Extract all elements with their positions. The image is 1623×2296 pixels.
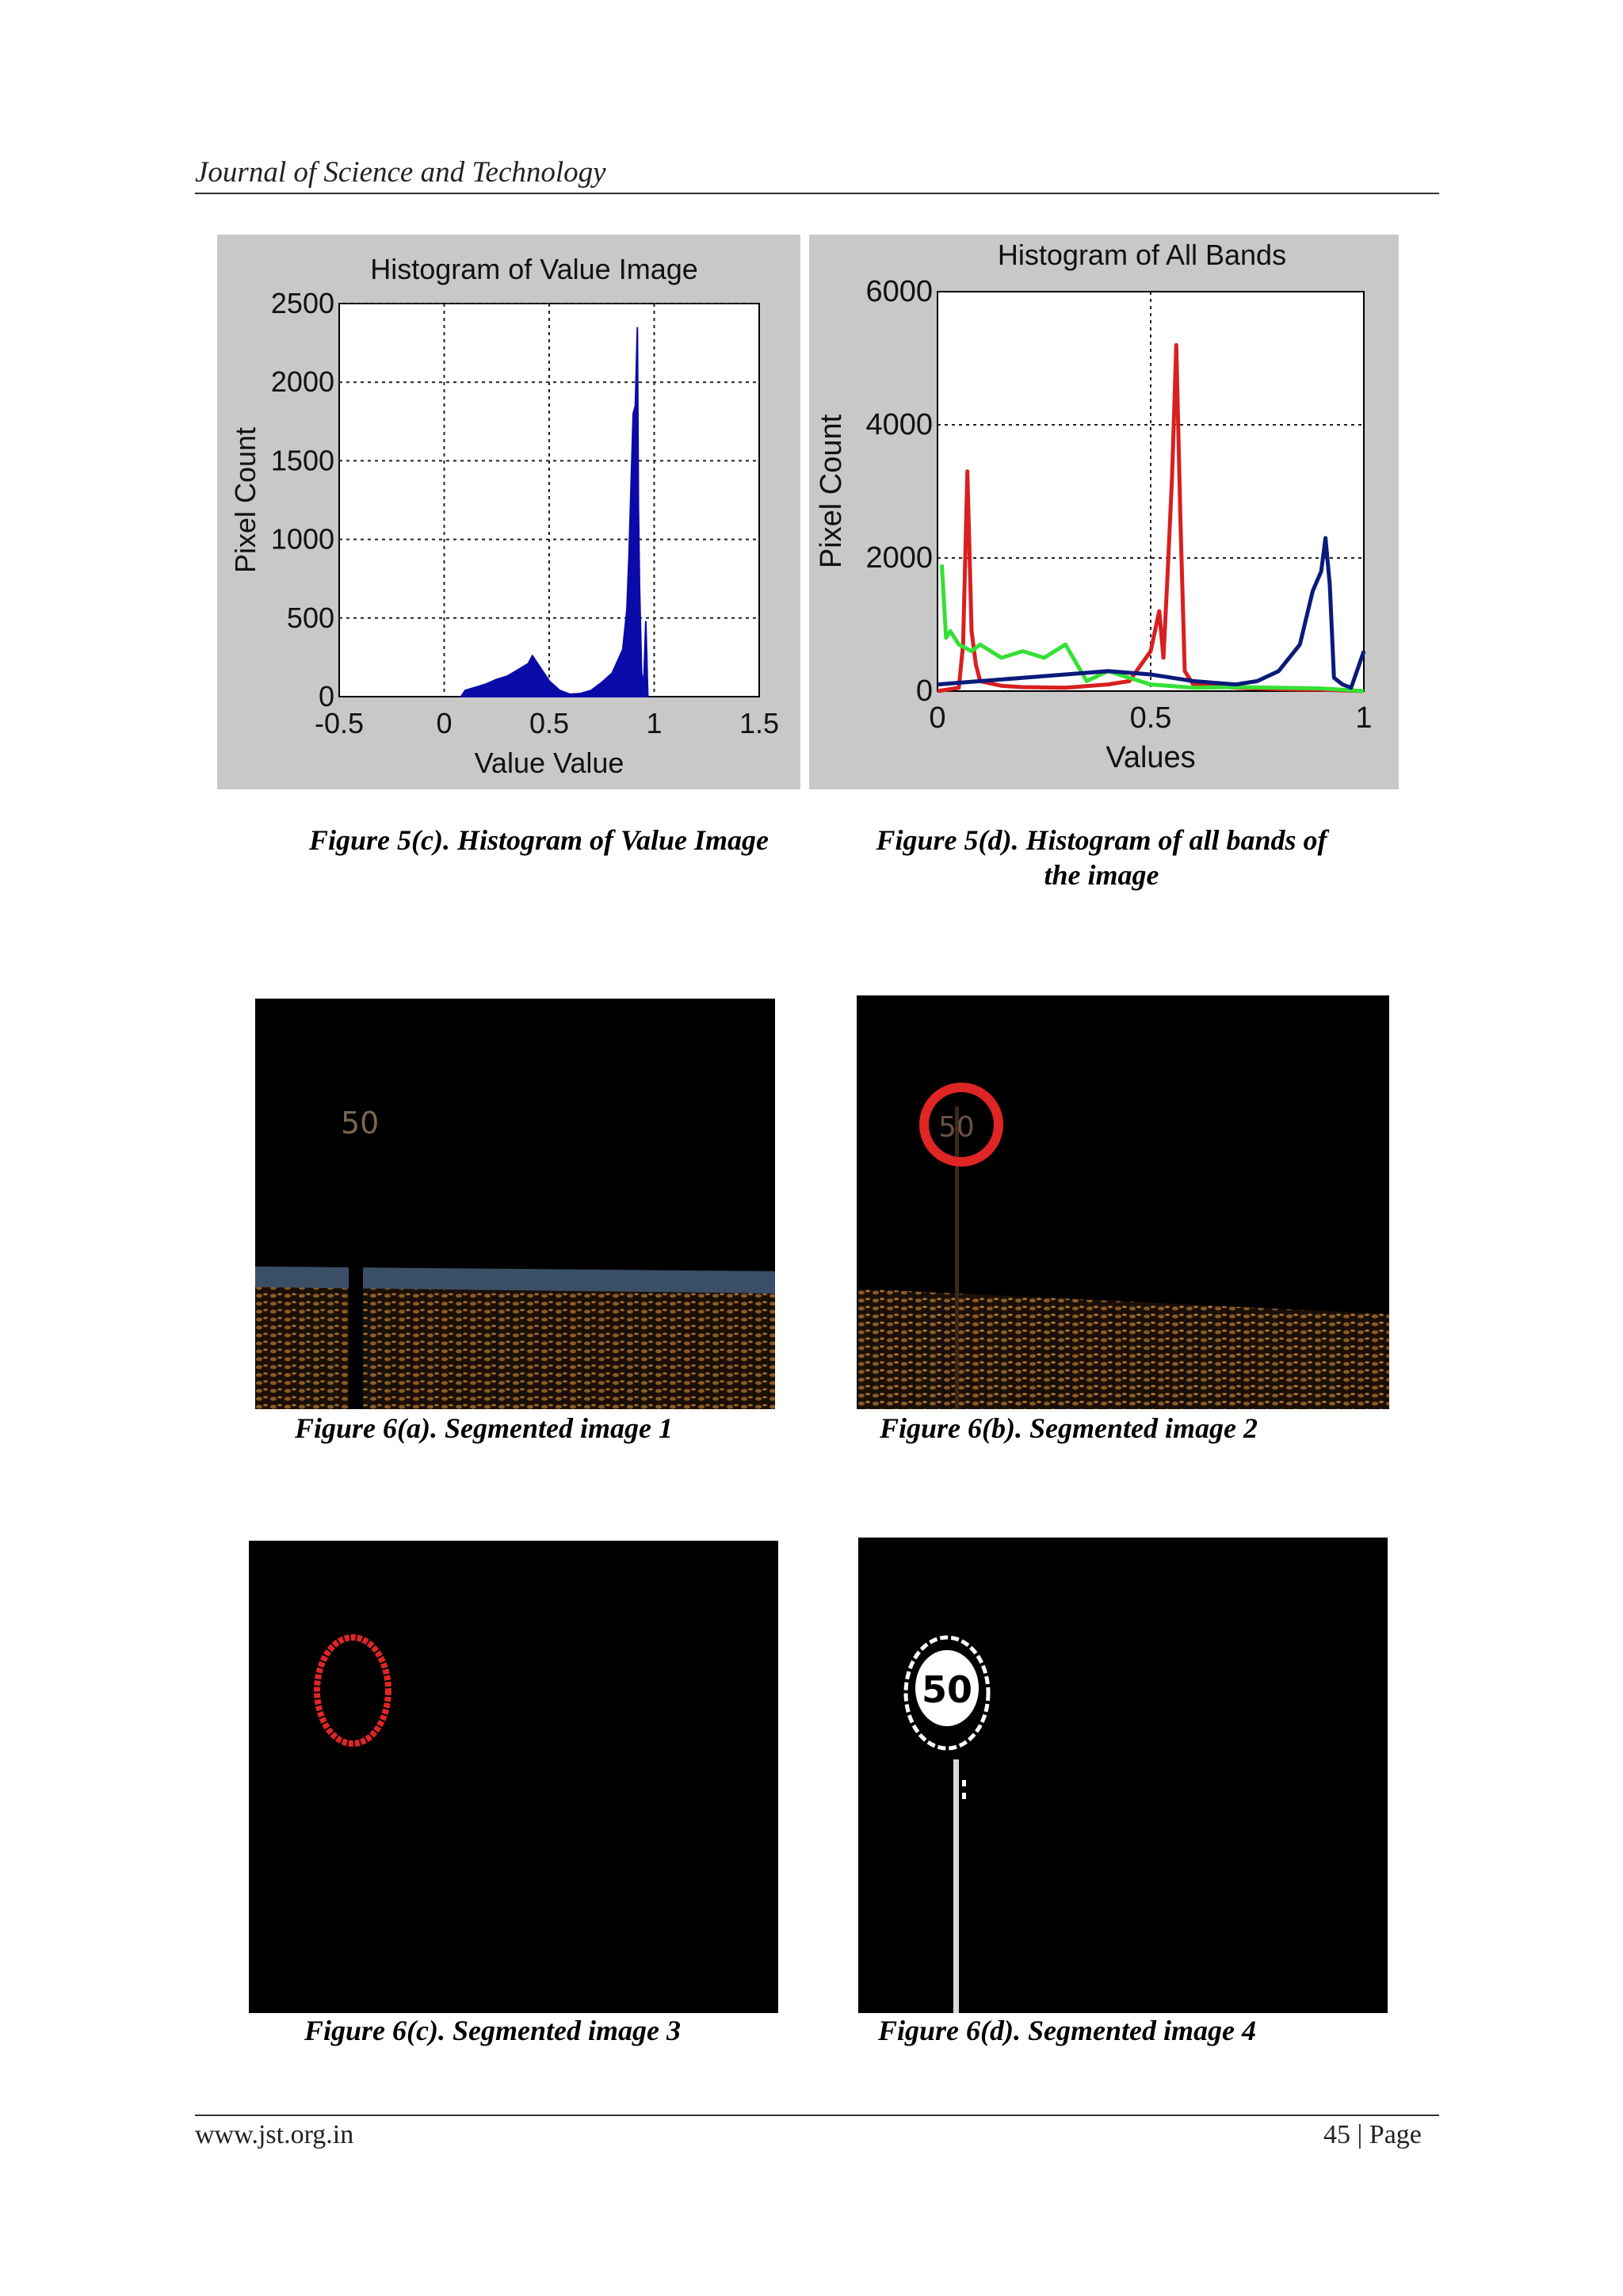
y-tick-label: 2000	[270, 365, 334, 399]
y-tick-label: 2000	[865, 541, 933, 575]
x-axis-label: Values	[1106, 741, 1196, 774]
segmented-image-3	[249, 1541, 778, 2013]
chart-title: Histogram of Value Image	[370, 253, 698, 285]
segmented-image-2	[857, 995, 1389, 1409]
y-tick-label: 0	[318, 680, 334, 712]
header-rule	[195, 193, 1439, 194]
y-tick-label: 2500	[270, 287, 334, 319]
y-tick-label: 500	[286, 601, 334, 634]
figure-5d-caption: Figure 5(d). Histogram of all bands of the image	[876, 824, 1327, 891]
x-tick-label: 0.5	[1129, 701, 1172, 735]
chart-histogram-all-bands	[809, 235, 1399, 789]
y-tick-label: 4000	[865, 408, 933, 441]
x-tick-label: 0	[929, 701, 946, 735]
figure-6a-caption: Figure 6(a). Segmented image 1	[295, 1412, 673, 1444]
x-axis-label: Value Value	[474, 747, 624, 779]
y-tick-label: 1500	[270, 444, 334, 477]
x-tick-label: 1	[646, 707, 663, 739]
chart-histogram-value	[217, 235, 800, 789]
segmented-image-4	[858, 1538, 1388, 2013]
figure-6c-caption: Figure 6(c). Segmented image 3	[304, 2015, 681, 2046]
sign-text-6d: 50	[922, 1668, 973, 1711]
journal-title: Journal of Science and Technology	[195, 156, 606, 189]
figure-6b-segmented-2	[857, 995, 1389, 1409]
figure-5c-histogram-value	[217, 235, 800, 789]
chart-title: Histogram of All Bands	[997, 239, 1287, 271]
figure-5d-histogram-all-bands	[809, 235, 1399, 789]
y-axis-label: Pixel Count	[229, 426, 262, 574]
figure-6b-caption: Figure 6(b). Segmented image 2	[880, 1412, 1258, 1444]
segmented-image-1	[255, 999, 775, 1409]
figure-6d-caption: Figure 6(d). Segmented image 4	[878, 2015, 1256, 2046]
footer-rule	[195, 2115, 1439, 2116]
footer-url: www.jst.org.in	[195, 2120, 354, 2149]
sign-text-6a: 50	[341, 1106, 380, 1140]
y-tick-label: 6000	[865, 275, 933, 308]
figure-6a-segmented-1	[255, 999, 775, 1409]
footer-page-number: 45 | Page	[1323, 2120, 1422, 2149]
x-tick-label: 0.5	[529, 707, 570, 739]
x-tick-label: 1.5	[739, 707, 780, 739]
y-tick-label: 1000	[270, 522, 334, 556]
figure-5c-caption: Figure 5(c). Histogram of Value Image	[308, 824, 769, 856]
y-axis-label: Pixel Count	[815, 414, 848, 569]
y-tick-label: 0	[915, 674, 933, 708]
sign-text-6b: 50	[938, 1111, 975, 1144]
x-tick-label: 0	[436, 707, 453, 739]
x-tick-label: -0.5	[314, 707, 365, 739]
figure-6c-segmented-3	[249, 1541, 778, 2013]
x-tick-label: 1	[1355, 701, 1373, 735]
figure-6d-segmented-4	[858, 1538, 1388, 2013]
